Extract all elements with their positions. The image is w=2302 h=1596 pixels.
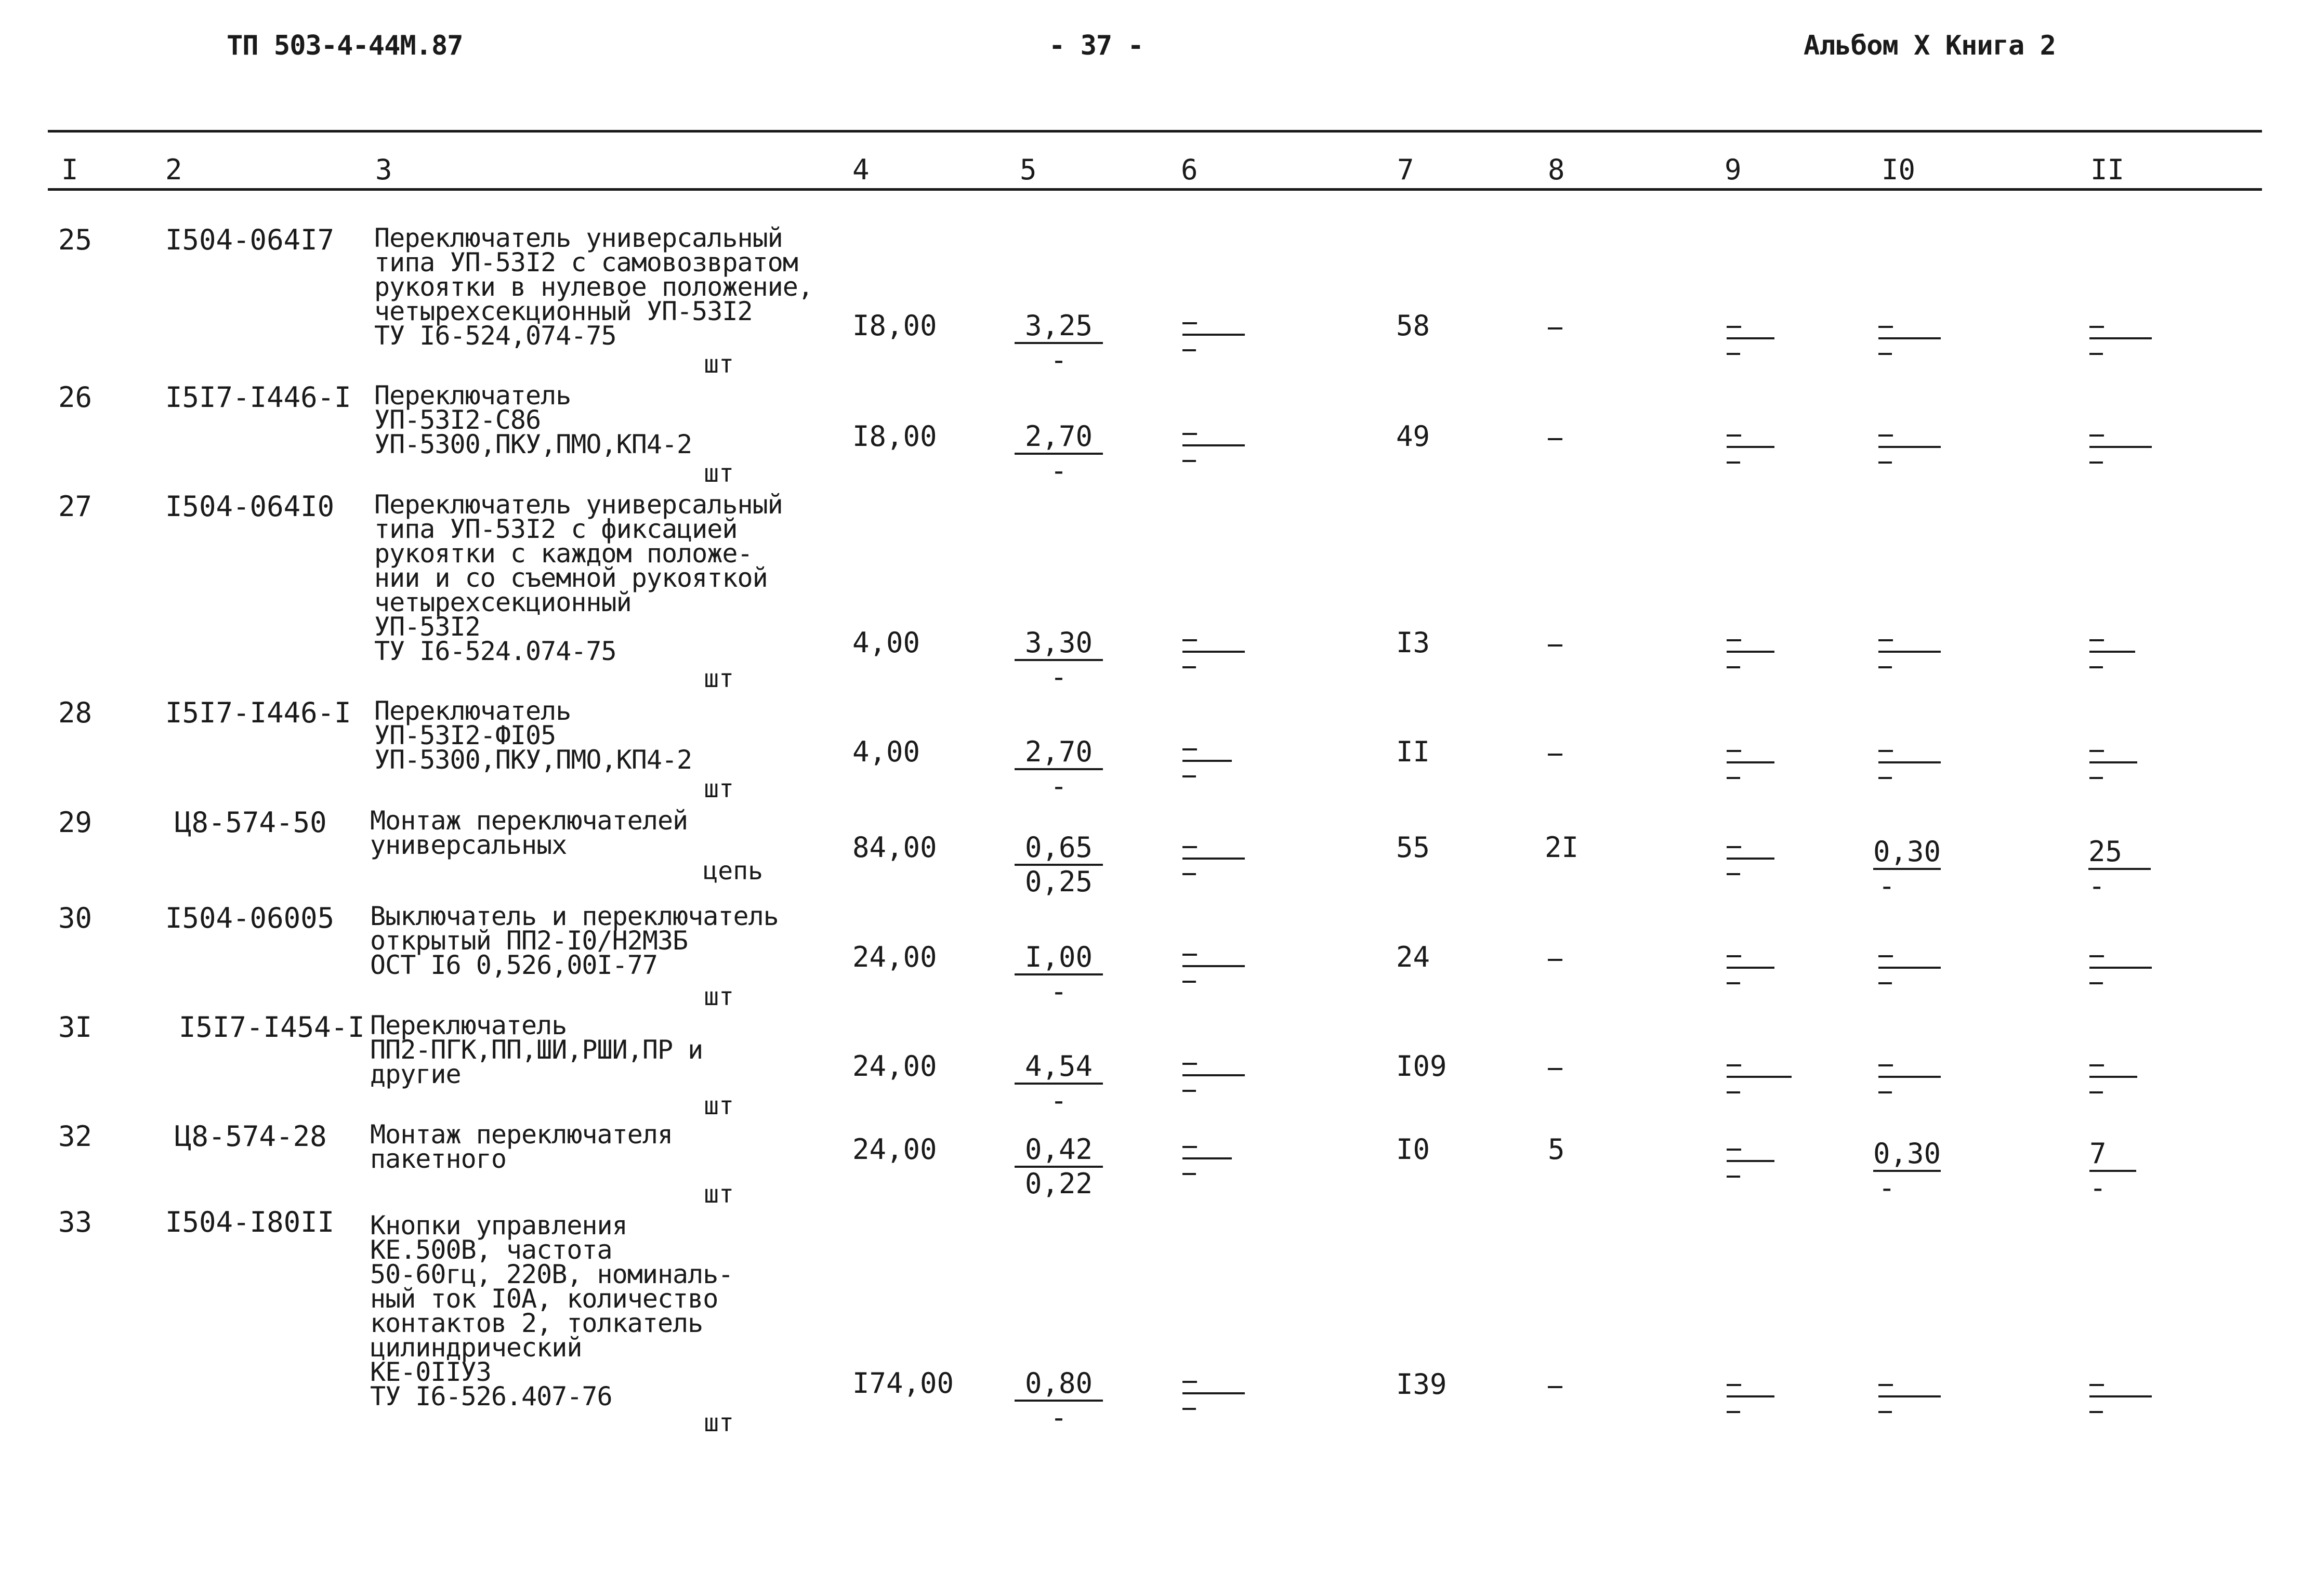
col5-value: [1015, 420, 1103, 487]
col5-top: 2,70: [1015, 738, 1103, 770]
item-name: Выключатель и переключатель открытый ПП2-I0/Н2М3Б ОСТ I6 0,526,00I-77: [370, 901, 779, 980]
col6-empty-fraction: [1182, 738, 1245, 785]
col7-value: 49: [1396, 420, 1430, 453]
item-code: I5I7-I446-I: [165, 696, 351, 729]
row-number: 30: [58, 902, 93, 934]
col-header-4: 4: [852, 153, 870, 186]
col11-top: 7: [2089, 1140, 2136, 1172]
unit: шт: [704, 459, 734, 488]
row-number: 25: [58, 223, 93, 256]
row-number: 28: [58, 696, 93, 729]
col11-value: [2088, 835, 2151, 902]
col-header-2: 2: [165, 153, 182, 186]
col5-value: [1015, 1052, 1103, 1115]
quantity: 4,00: [852, 735, 920, 768]
col5-bottom: -: [1050, 454, 1068, 487]
col5-value: [1015, 309, 1103, 376]
item-code: I5I7-I454-I: [179, 1011, 365, 1044]
row-number: 32: [58, 1120, 93, 1153]
row-number: 27: [58, 490, 93, 523]
item-code: Ц8-574-50: [175, 806, 327, 839]
row-number: 33: [58, 1206, 93, 1238]
col9-empty-fraction: [1727, 629, 1789, 676]
col5-value: [1015, 943, 1103, 1006]
col10-empty-fraction: [1878, 1374, 1941, 1420]
col6-empty-fraction: [1182, 943, 1245, 990]
col-header-8: 8: [1548, 153, 1565, 186]
col10-bottom: -: [1878, 1171, 1896, 1204]
col5-top: 0,65: [1015, 834, 1103, 866]
col5-top: 3,25: [1015, 312, 1103, 344]
col7-value: I3: [1396, 626, 1430, 659]
quantity: 24,00: [852, 1050, 937, 1083]
quantity: 4,00: [852, 626, 920, 659]
item-code: Ц8-574-28: [175, 1120, 327, 1153]
unit: шт: [704, 1408, 734, 1437]
page-number: - 37 -: [1049, 30, 1143, 61]
col5-value: [1015, 735, 1103, 802]
col8-value: 5: [1548, 1133, 1565, 1166]
item-name: Переключатель ПП2-ПГК,ПП,ШИ,РШИ,ПР и другие: [370, 1010, 703, 1089]
col8-dash: [1548, 1386, 1562, 1388]
col-header-10: I0: [1882, 153, 1916, 186]
col11-empty-fraction: [2089, 1054, 2152, 1101]
col10-bottom: -: [1878, 869, 1896, 902]
col10-value: [1873, 1137, 1941, 1204]
col5-value: [1015, 626, 1103, 693]
item-code: I504-06005: [165, 902, 335, 934]
col9-empty-fraction: [1727, 945, 1789, 992]
col8-dash: [1548, 438, 1562, 440]
col9-empty-fraction: [1727, 1054, 1789, 1101]
col7-value: I09: [1396, 1050, 1447, 1083]
col6-empty-fraction: [1182, 312, 1245, 359]
col11-top: 25: [2088, 838, 2151, 870]
col-header-11: II: [2090, 153, 2125, 186]
col5-top: I,00: [1015, 943, 1103, 975]
col7-value: 24: [1396, 941, 1430, 973]
col10-empty-fraction: [1878, 945, 1941, 992]
item-name: Переключатель универсальный типа УП-53I2 с фиксацией рукоятки с каждом положе- нии и со съемной рукояткой четырехсекционный УП-53I2 ТУ I6-524.074-75: [374, 490, 783, 666]
col6-empty-fraction: [1182, 423, 1245, 469]
col8-value: 2I: [1545, 831, 1579, 864]
item-name: Переключатель универсальный типа УП-53I2 с самовозвратом рукоятки в нулевое положение, четырехсекционный УП-53I2 ТУ I6-524,074-75: [374, 223, 813, 351]
item-code: I504-I80II: [165, 1206, 335, 1238]
col6-empty-fraction: [1182, 836, 1245, 882]
col8-dash: [1548, 959, 1562, 961]
col10-top: 0,30: [1873, 838, 1941, 870]
table-top-rule: [48, 130, 2262, 133]
col5-top: 0,42: [1015, 1136, 1103, 1168]
col9-empty-fraction: [1727, 1138, 1789, 1185]
col5-bottom: 0,22: [1024, 1167, 1093, 1200]
col5-top: 0,80: [1015, 1369, 1103, 1402]
col9-empty-fraction: [1727, 740, 1789, 786]
col10-value: [1873, 835, 1941, 902]
col5-value: [1015, 1369, 1103, 1432]
item-name: Монтаж переключателя пакетного: [370, 1119, 673, 1174]
col8-dash: [1548, 644, 1562, 647]
col6-empty-fraction: [1182, 629, 1245, 676]
col5-bottom: -: [1050, 1401, 1068, 1434]
col9-empty-fraction: [1727, 315, 1789, 362]
row-number: 29: [58, 806, 93, 839]
col6-empty-fraction: [1182, 1370, 1245, 1417]
col8-dash: [1548, 754, 1562, 756]
col5-bottom: -: [1050, 344, 1068, 376]
col-header-5: 5: [1020, 153, 1037, 186]
row-number: 3I: [58, 1011, 93, 1044]
col10-empty-fraction: [1878, 1054, 1941, 1101]
col7-value: I0: [1396, 1133, 1430, 1166]
col9-empty-fraction: [1727, 836, 1789, 882]
item-name: Переключатель УП-53I2-С86 УП-5300,ПКУ,ПМО,КП4-2: [374, 380, 692, 459]
item-name: Монтаж переключателей универсальных: [370, 806, 688, 860]
col11-empty-fraction: [2089, 945, 2152, 992]
col10-top: 0,30: [1873, 1140, 1941, 1172]
quantity: I8,00: [852, 420, 937, 453]
unit: шт: [704, 664, 734, 693]
item-code: I504-064I7: [165, 223, 335, 256]
col10-empty-fraction: [1878, 740, 1941, 786]
unit: шт: [704, 982, 734, 1011]
quantity: 24,00: [852, 1133, 937, 1166]
col11-value: [2089, 1137, 2136, 1204]
col8-dash: [1548, 1068, 1562, 1070]
col11-bottom: -: [2089, 1171, 2107, 1204]
col5-bottom: -: [1050, 661, 1068, 693]
col10-empty-fraction: [1878, 629, 1941, 676]
quantity: I8,00: [852, 309, 937, 342]
col5-bottom: -: [1050, 770, 1068, 802]
quantity: 84,00: [852, 831, 937, 864]
col5-bottom: -: [1050, 975, 1068, 1008]
unit: шт: [704, 350, 734, 379]
doc-code: ТП 503-4-44М.87: [227, 30, 463, 61]
col11-bottom: -: [2088, 869, 2106, 902]
unit: шт: [704, 774, 734, 803]
col10-empty-fraction: [1878, 424, 1941, 471]
col-header-3: 3: [375, 153, 392, 186]
col11-empty-fraction: [2089, 740, 2152, 786]
item-code: I504-064I0: [165, 490, 335, 523]
col11-empty-fraction: [2089, 1374, 2152, 1420]
col11-empty-fraction: [2089, 315, 2152, 362]
col5-bottom: 0,25: [1024, 865, 1093, 898]
col7-value: II: [1396, 735, 1430, 768]
col5-top: 2,70: [1015, 423, 1103, 455]
col-header-9: 9: [1725, 153, 1742, 186]
col-header-7: 7: [1397, 153, 1414, 186]
col-header-1: I: [61, 153, 78, 186]
col5-top: 4,54: [1015, 1052, 1103, 1085]
col5-value: [1015, 831, 1103, 898]
col-header-6: 6: [1181, 153, 1198, 186]
col7-value: 58: [1396, 309, 1430, 342]
col7-value: 55: [1396, 831, 1430, 864]
item-name: Переключатель УП-53I2-ФI05 УП-5300,ПКУ,ПМО,КП4-2: [374, 696, 692, 775]
col7-value: I39: [1396, 1368, 1447, 1401]
col11-empty-fraction: [2089, 629, 2152, 676]
col6-empty-fraction: [1182, 1052, 1245, 1099]
col6-empty-fraction: [1182, 1136, 1245, 1182]
table-header-rule: [48, 188, 2262, 191]
unit: цепь: [703, 856, 763, 886]
col5-bottom: -: [1050, 1084, 1068, 1117]
unit: шт: [704, 1091, 734, 1120]
col5-value: [1015, 1133, 1103, 1200]
unit: шт: [704, 1180, 734, 1209]
col10-empty-fraction: [1878, 315, 1941, 362]
col11-empty-fraction: [2089, 424, 2152, 471]
col8-dash: [1548, 327, 1562, 329]
col5-top: 3,30: [1015, 629, 1103, 661]
quantity: I74,00: [852, 1367, 954, 1400]
item-name: Кнопки управления КЕ.500В, частота 50-60гц, 220В, номиналь- ный ток I0А, количество контактов 2, толкатель цилиндрический КЕ-0IIУ3 ТУ I6-526.407-76: [370, 1210, 733, 1412]
album-label: Альбом Х Книга 2: [1804, 30, 2056, 61]
quantity: 24,00: [852, 941, 937, 973]
col9-empty-fraction: [1727, 1374, 1789, 1420]
item-code: I5I7-I446-I: [165, 381, 351, 414]
row-number: 26: [58, 381, 93, 414]
col9-empty-fraction: [1727, 424, 1789, 471]
